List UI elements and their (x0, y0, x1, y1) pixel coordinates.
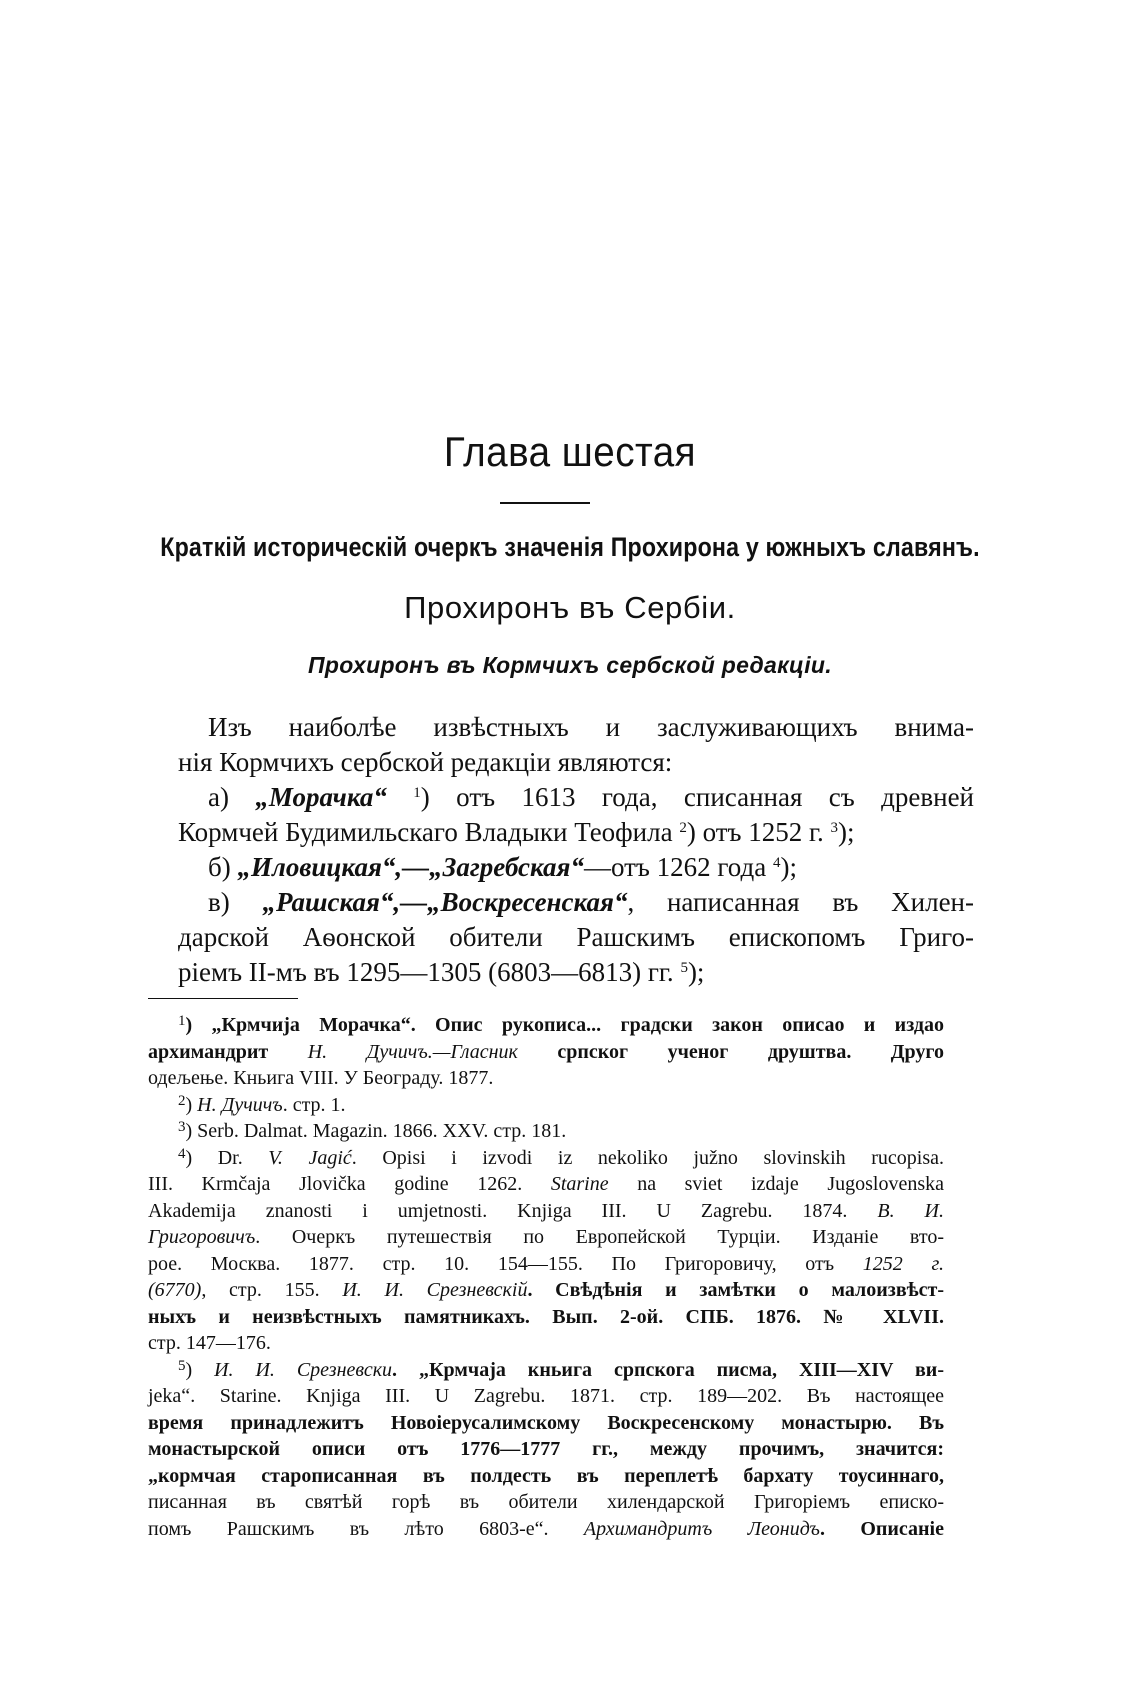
footnote-text: na sviet izdaje Jugoslovenska (608, 1173, 944, 1195)
footnote-italic: И. И. Срезневскій (342, 1279, 528, 1301)
footnote-ref: 1 (413, 785, 421, 801)
footnote-text: рое. Москва. 1877. стр. 10. 154—155. По Григоровичу, отъ (148, 1252, 863, 1275)
footnote-text: . Opisi i izvodi iz nekoliko južno slovinskih rucopisa. (351, 1146, 944, 1169)
footnote-4-line-7: ныхъ и неизвѣстныхъ памятникахъ. Вып. 2-ой. СПБ. 1876. № XLVII. (148, 1305, 944, 1328)
footnote-italic: (6770) (148, 1279, 202, 1301)
item-text: ); (838, 817, 855, 847)
footnote-ref: 4 (772, 855, 781, 871)
footnote-1-line-2 (148, 1039, 944, 1066)
chapter-subtitle: Краткій историческій очеркъ значенія Прохирона у южныхъ славянъ. (160, 532, 980, 562)
footnote-number: 2 (178, 1092, 186, 1109)
footnote-text: Akademija znanosti i umjetnosti. Knjiga III. U Zagrebu. 1874. (148, 1199, 878, 1222)
footnote-4-line-6 (148, 1277, 944, 1304)
footnote-italic: Н. Дучичъ.—Гласник (307, 1040, 518, 1063)
footnote-italic: И. И. Срезневски (214, 1358, 393, 1381)
footnote-text: . стр. 1. (282, 1093, 346, 1116)
title-divider (500, 502, 590, 504)
footnote-5-line-3: время принадлежитъ Новоіерусалимскому Воскресенскому монастырю. Въ (148, 1411, 944, 1434)
footnote-5-line-5: „кормчая старописанная въ полдесть въ переплетѣ бархату тоусиннаго, (148, 1464, 944, 1487)
footnote-text: српског ученог друштва. Друго (517, 1040, 944, 1063)
footnote-text: . Очеркъ путешествія по Европейской Турціи. Изданіе вто- (255, 1226, 944, 1248)
footnote-text: архимандрит (148, 1040, 308, 1063)
footnote-2 (148, 1092, 944, 1119)
footnote-5 (148, 1357, 944, 1384)
body-line-8 (178, 955, 974, 990)
body-line-2: нія Кормчихъ сербской редакціи являются: (178, 747, 673, 777)
item-text: ); (780, 852, 797, 882)
list-item-b (178, 850, 974, 885)
footnotes (148, 1012, 944, 1542)
footnote-text: помъ Рашскимъ въ лѣто 6803-е“. (148, 1517, 584, 1540)
list-item-a (178, 780, 974, 815)
item-text: , написанная въ Хилен- (627, 887, 974, 917)
footnote-text: , стр. 155. (201, 1279, 343, 1301)
footnote-1-line-3: одељење. Кньига VIII. У Београду. 1877. (148, 1067, 494, 1089)
footnote-4-line-4 (148, 1224, 944, 1251)
footnote-4-line-3 (148, 1198, 944, 1225)
item-text: ) отъ 1252 г. (686, 817, 831, 847)
footnote-italic: 1252 г. (862, 1252, 944, 1275)
footnote-italic: V. Jagić (268, 1146, 352, 1169)
item-marker: а) (208, 782, 256, 812)
footnote-number: 5 (178, 1357, 186, 1374)
footnote-4-line-2 (148, 1171, 944, 1198)
footnote-ref: 3 (830, 820, 839, 836)
item-text: Кормчей Будимильскаго Владыки Теофила (178, 817, 680, 847)
footnote-number: 1 (178, 1013, 186, 1029)
footnote-number: 3 (178, 1119, 186, 1135)
footnote-italic: Н. Дучичъ (197, 1093, 283, 1116)
footnote-number: 4 (178, 1145, 186, 1162)
item-text: ) отъ 1613 года, списанная съ древней (420, 782, 974, 812)
footnote-text: . Описаніе (819, 1517, 944, 1540)
chapter-title: Глава шестая (443, 428, 697, 475)
footnote-text: ) Dr. (185, 1146, 269, 1169)
manuscript-name: „Морачка“ (255, 782, 387, 812)
footnote-5-line-2: jeka“. Starine. Knjiga III. U Zagrebu. 1871. стр. 189—202. Въ настоящее (148, 1385, 944, 1407)
footnote-1 (148, 1012, 944, 1039)
section-title: Прохиронъ въ Сербіи. (404, 590, 736, 625)
body-line-1: Изъ наиболѣе извѣстныхъ и заслуживающихъ внима- (208, 712, 974, 742)
footnote-text: ) (185, 1358, 215, 1381)
footnote-italic: Григоровичъ (148, 1226, 256, 1248)
item-marker: в) (208, 887, 263, 917)
footnote-text: ) Serb. Dalmat. Magazin. 1866. XXV. стр. 181. (185, 1120, 567, 1142)
footnote-italic: Архимандритъ Леонидъ (583, 1517, 820, 1540)
footnote-4-line-8: стр. 147—176. (148, 1332, 271, 1354)
footnote-text: ) (185, 1093, 198, 1116)
item-text: ріемъ II-мъ въ 1295—1305 (6803—6813) гг. (178, 957, 681, 987)
footnote-text: ) „Крмчија Морачка“. Опис рукописа... градски закон описао и издао (185, 1014, 944, 1036)
footnote-text: III. Krmčaja Jlovička godine 1262. (148, 1173, 551, 1195)
body-text (178, 710, 974, 990)
footnote-4 (148, 1145, 944, 1172)
footnote-ref: 5 (680, 960, 688, 976)
footnote-3 (148, 1118, 944, 1145)
footnote-italic: Starine (550, 1173, 609, 1195)
footnote-text: . Свѣдѣнія и замѣтки о малоизвѣст- (527, 1279, 944, 1301)
footnote-italic: В. И. (877, 1199, 944, 1222)
footnote-4-line-5 (148, 1251, 944, 1278)
footnote-5-line-4: монастырской описи отъ 1776—1777 гг., между прочимъ, значится: (148, 1438, 944, 1460)
item-text: —отъ 1262 года (583, 852, 773, 882)
item-marker: б) (208, 852, 238, 882)
footnote-ref: 2 (679, 820, 687, 836)
footnote-divider (148, 998, 298, 999)
body-line-4 (178, 815, 974, 850)
manuscript-name: „Рашская“,—„Воскресенская“ (262, 887, 628, 917)
list-item-c (178, 885, 974, 920)
subsection-title: Прохиронъ въ Кормчихъ сербской редакціи. (308, 652, 832, 678)
footnote-5-line-7 (148, 1516, 944, 1543)
item-text: ); (687, 957, 705, 987)
body-line-7: дарской Аѳонской обители Рашскимъ епископомъ Григо- (178, 922, 974, 952)
footnote-text: . „Крмчаја кньига српскога писма, XIII—XIV ви- (392, 1358, 944, 1381)
footnote-5-line-6: писанная въ святѣй горѣ въ обители хилендарской Григоріемъ еписко- (148, 1491, 944, 1513)
manuscript-name: „Иловицкая“,—„Загребская“ (237, 852, 584, 882)
